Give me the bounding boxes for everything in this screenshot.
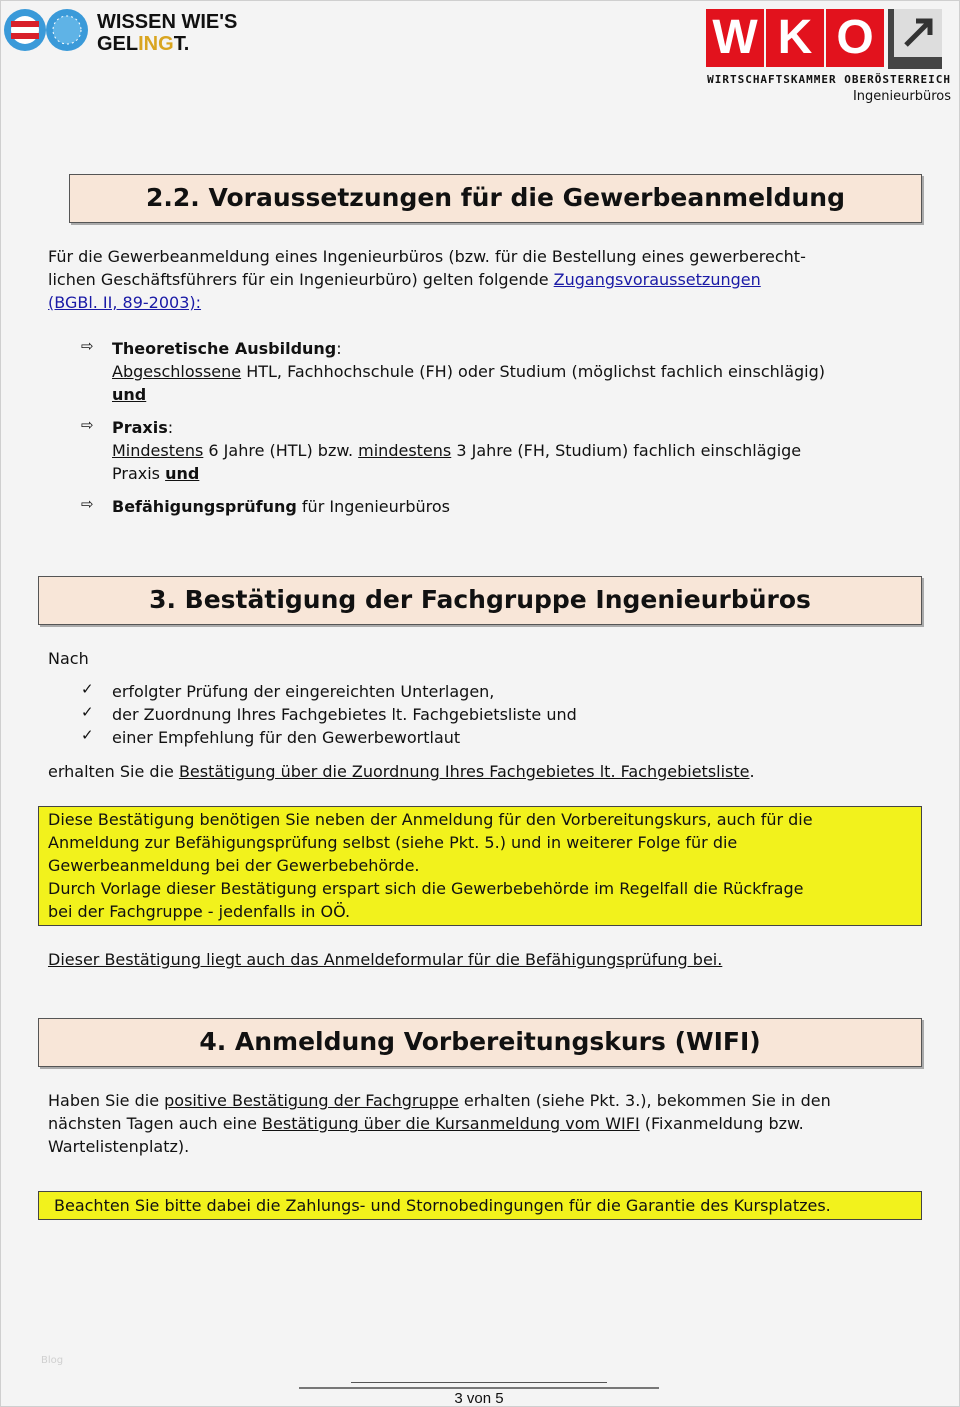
footer-divider: [351, 1382, 607, 1383]
text: 3 Jahre (FH, Studium) fachlich einschlägige: [451, 441, 802, 460]
und-text: und: [165, 464, 200, 483]
text: :: [336, 339, 342, 358]
bullet-title: Befähigungsprüfung: [112, 497, 297, 516]
slogan: [97, 11, 237, 55]
text: erhalten (siehe Pkt. 3.), bekommen Sie in den: [458, 1091, 831, 1110]
text: .: [749, 762, 755, 781]
text: (Fixanmeldung bzw.: [639, 1114, 804, 1133]
arrow-bullet-icon: ⇨: [81, 337, 94, 355]
text: positive Bestätigung der Fachgruppe: [164, 1091, 459, 1110]
text: Abgeschlossene: [112, 362, 242, 381]
check-icon: ✓: [81, 703, 94, 721]
zugangsvoraussetzungen-link[interactable]: Zugangsvoraussetzungen: [553, 270, 761, 289]
text: Wartelistenplatz).: [48, 1137, 190, 1156]
text: erhalten Sie die: [48, 762, 179, 781]
section-heading-4: 4. Anmeldung Vorbereitungskurs (WIFI): [38, 1018, 922, 1067]
check-item: erfolgter Prüfung der eingereichten Unterlagen,: [112, 682, 495, 701]
intro-line: Für die Gewerbeanmeldung eines Ingenieurbüros (bzw. für die Bestellung eines gewerberecht-: [48, 247, 806, 266]
highlight-line: bei der Fachgruppe - jedenfalls in OÖ.: [48, 902, 351, 921]
check-icon: ✓: [81, 680, 94, 698]
text: HTL, Fachhochschule (FH) oder Studium (möglichst fachlich einschlägig): [241, 362, 825, 381]
ingenieurbueros-logo: [3, 7, 91, 53]
highlight-line: Gewerbeanmeldung bei der Gewerbebehörde.: [48, 856, 420, 875]
intro-line: [48, 268, 761, 291]
bgbl-link[interactable]: (BGBl. II, 89-2003):: [48, 293, 202, 312]
arrow-icon: [886, 9, 942, 69]
text: nächsten Tagen auch eine: [48, 1114, 263, 1133]
text: Praxis: [112, 464, 166, 483]
und-text: und: [112, 385, 147, 404]
wko-letter: K: [766, 9, 824, 67]
text: Bestätigung über die Zuordnung Ihres Fachgebietes lt. Fachgebietsliste: [178, 762, 750, 781]
highlight-line: Durch Vorlage dieser Bestätigung erspart sich die Gewerbebehörde im Regelfall die Rückfrage: [48, 879, 804, 898]
check-item: einer Empfehlung für den Gewerbewortlaut: [112, 728, 461, 747]
slogan-line2: [97, 33, 237, 55]
slogan-line1: WISSEN WIE'S: [97, 11, 238, 33]
slogan-part: GEL: [97, 33, 139, 55]
highlight-line: Diese Bestätigung benötigen Sie neben der Anmeldung für den Vorbereitungskurs, auch für die: [48, 810, 813, 829]
text: Mindestens: [112, 441, 204, 460]
wko-letter: W: [706, 9, 764, 67]
wko-letter: O: [826, 9, 884, 67]
bullet-title: Theoretische Ausbildung: [112, 339, 337, 358]
page-number: 3 von 5: [454, 1390, 504, 1407]
note-text: Dieser Bestätigung liegt auch das Anmeldeformular für die Befähigungsprüfung bei.: [48, 950, 723, 969]
wko-logo: [706, 9, 942, 69]
text: Haben Sie die: [48, 1091, 165, 1110]
highlight-line: Beachten Sie bitte dabei die Zahlungs- und Stornobedingungen für die Garantie des Kursplatzes.: [54, 1196, 831, 1215]
text: :: [167, 418, 174, 437]
bullet-title: Praxis: [112, 418, 168, 437]
text: 6 Jahre (HTL) bzw.: [203, 441, 359, 460]
wko-department: Ingenieurbüros: [852, 89, 951, 104]
slogan-highlight: ING: [138, 33, 174, 55]
arrow-bullet-icon: ⇨: [81, 416, 94, 434]
section-heading-3: 3. Bestätigung der Fachgruppe Ingenieurbüros: [38, 576, 922, 625]
text: Nach: [48, 649, 89, 668]
footer-divider: [299, 1387, 659, 1389]
text: für Ingenieurbüros: [296, 497, 451, 516]
text: mindestens: [358, 441, 452, 460]
text: Bestätigung über die Kursanmeldung vom WIFI: [262, 1114, 640, 1133]
check-item: der Zuordnung Ihres Fachgebietes lt. Fachgebietsliste und: [112, 705, 577, 724]
watermark: Blog: [41, 1355, 64, 1366]
section-heading-2-2: 2.2. Voraussetzungen für die Gewerbeanmeldung: [69, 174, 922, 223]
highlight-line: Anmeldung zur Befähigungsprüfung selbst (siehe Pkt. 5.) und in weiterer Folge für die: [48, 833, 738, 852]
check-icon: ✓: [81, 726, 94, 744]
arrow-bullet-icon: ⇨: [81, 495, 94, 513]
slogan-part: T.: [173, 33, 190, 55]
wko-subtitle: WIRTSCHAFTSKAMMER OBERÖSTERREICH: [707, 73, 951, 86]
text: lichen Geschäftsführers für ein Ingenieurbüro) gelten folgende: [48, 270, 554, 289]
badge-icon: [3, 7, 91, 53]
